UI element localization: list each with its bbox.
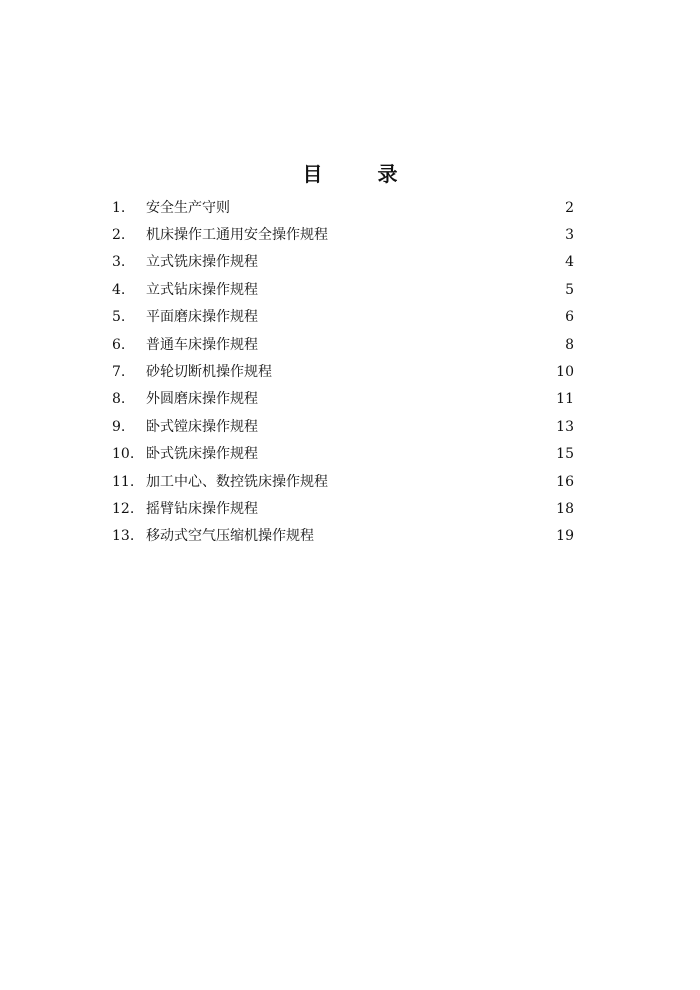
toc-entry xyxy=(112,249,574,276)
toc-entry-number: 7. xyxy=(112,364,126,381)
toc-entry-title: 立式钻床操作规程 xyxy=(146,281,258,298)
toc-entry-number: 9. xyxy=(112,418,126,435)
toc-entry-number: 4. xyxy=(112,281,126,298)
toc-entry-number: 11. xyxy=(112,473,135,490)
toc-entry-title: 摇臂钻床操作规程 xyxy=(146,500,258,517)
toc-entry-title: 卧式铣床操作规程 xyxy=(146,446,258,463)
toc-title: 目 录 xyxy=(302,162,422,186)
toc-entry-title: 砂轮切断机操作规程 xyxy=(146,364,272,381)
toc-entry xyxy=(112,221,574,248)
toc-entry xyxy=(112,468,574,495)
toc-entry-page: 6 xyxy=(565,309,574,326)
toc-entry-number: 6. xyxy=(112,336,126,353)
toc-entry-number: 1. xyxy=(112,199,126,216)
toc-entry xyxy=(112,358,574,385)
toc-entry-number: 10. xyxy=(112,446,135,463)
toc-entry-page: 3 xyxy=(565,227,574,244)
toc-entry-number: 13. xyxy=(112,528,135,545)
toc-entry xyxy=(112,194,574,221)
toc-entry-title: 机床操作工通用安全操作规程 xyxy=(146,227,328,244)
toc-entry xyxy=(112,276,574,303)
toc-entry-title: 卧式镗床操作规程 xyxy=(146,418,258,435)
toc-entry-page: 11 xyxy=(556,391,574,408)
toc-entry-page: 8 xyxy=(565,336,574,353)
toc-entry-number: 3. xyxy=(112,254,126,271)
toc-entry-number: 5. xyxy=(112,309,126,326)
toc-entry-page: 5 xyxy=(565,281,574,298)
toc-list xyxy=(112,194,574,550)
toc-entry-page: 13 xyxy=(556,418,574,435)
toc-entry-title: 加工中心、数控铣床操作规程 xyxy=(146,473,328,490)
toc-entry-page: 10 xyxy=(556,364,574,381)
toc-entry xyxy=(112,441,574,468)
toc-entry-title: 安全生产守则 xyxy=(146,199,230,216)
toc-entry xyxy=(112,413,574,440)
toc-entry xyxy=(112,331,574,358)
toc-entry-title: 外圆磨床操作规程 xyxy=(146,391,258,408)
toc-entry xyxy=(112,304,574,331)
toc-entry-title: 平面磨床操作规程 xyxy=(146,309,258,326)
toc-entry-page: 19 xyxy=(556,528,574,545)
toc-entry-title: 普通车床操作规程 xyxy=(146,336,258,353)
toc-entry-number: 2. xyxy=(112,227,126,244)
toc-entry-number: 8. xyxy=(112,391,126,408)
toc-entry-page: 2 xyxy=(565,199,574,216)
toc-entry-page: 16 xyxy=(556,473,574,490)
toc-entry-title: 立式铣床操作规程 xyxy=(146,254,258,271)
toc-entry-number: 12. xyxy=(112,500,135,517)
toc-entry-page: 4 xyxy=(565,254,574,271)
toc-entry-title: 移动式空气压缩机操作规程 xyxy=(146,528,314,545)
toc-entry-page: 18 xyxy=(556,500,574,517)
toc-entry-page: 15 xyxy=(556,446,574,463)
toc-entry xyxy=(112,386,574,413)
toc-entry xyxy=(112,523,574,550)
toc-entry xyxy=(112,495,574,522)
